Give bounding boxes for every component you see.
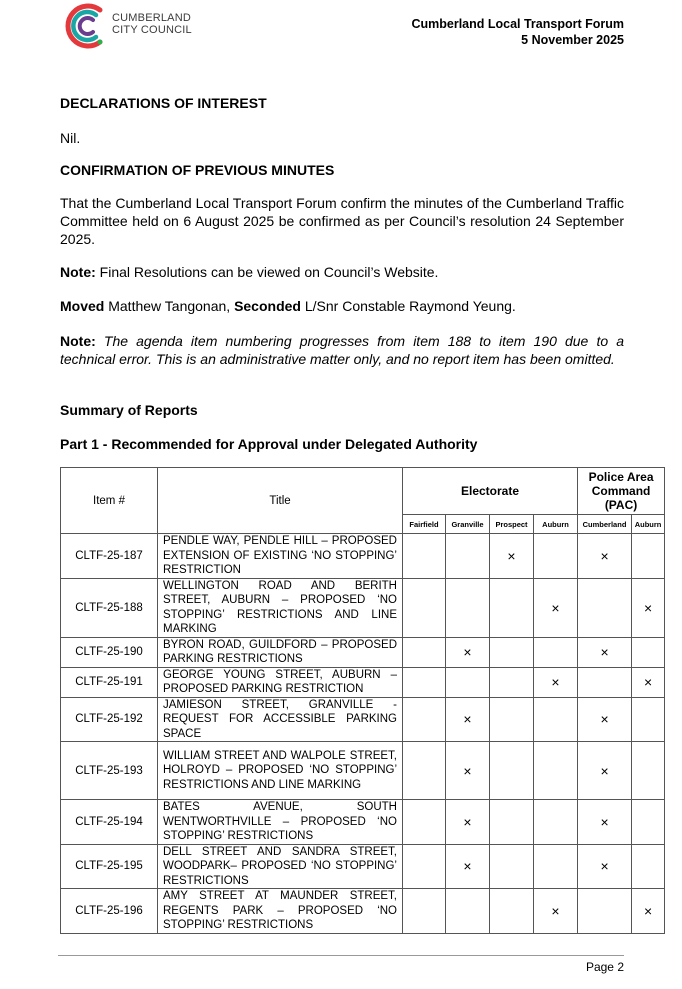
- mark-cell: [632, 534, 665, 579]
- mark-cell: [534, 742, 578, 800]
- col-header-pac: Police Area Command (PAC): [578, 468, 665, 515]
- summary-heading: Summary of Reports: [60, 402, 198, 418]
- declarations-heading: DECLARATIONS OF INTEREST: [60, 95, 267, 111]
- note-website: [60, 263, 624, 281]
- col-header-electorate: Electorate: [403, 468, 578, 515]
- mark-cell: ×: [446, 742, 490, 800]
- mark-cell: [534, 844, 578, 889]
- seconded-text: L/Snr Constable Raymond Yeung.: [300, 298, 516, 314]
- subcol-header: Cumberland: [578, 515, 632, 534]
- item-title: AMY STREET AT MAUNDER STREET, REGENTS PARK – PROPOSED ‘NO STOPPING’ RESTRICTIONS: [158, 889, 403, 934]
- mark-cell: ×: [578, 637, 632, 667]
- col-header-title: Title: [158, 468, 403, 534]
- mark-cell: [403, 889, 446, 934]
- forum-name: Cumberland Local Transport Forum: [411, 17, 624, 31]
- moved-label: Moved: [60, 298, 105, 314]
- item-title: PENDLE WAY, PENDLE HILL – PROPOSED EXTENSION OF EXISTING ‘NO STOPPING’ RESTRICTION: [158, 534, 403, 579]
- item-title: BATES AVENUE, SOUTH WENTWORTHVILLE – PROPOSED ‘NO STOPPING’ RESTRICTIONS: [158, 800, 403, 845]
- mark-cell: [403, 742, 446, 800]
- item-title: DELL STREET AND SANDRA STREET, WOODPARK– PROPOSED ‘NO STOPPING’ RESTRICTIONS: [158, 844, 403, 889]
- mark-cell: ×: [446, 637, 490, 667]
- mark-cell: [632, 742, 665, 800]
- mark-cell: ×: [578, 534, 632, 579]
- table-row: [61, 667, 665, 697]
- mark-cell: ×: [578, 800, 632, 845]
- mark-cell: [632, 844, 665, 889]
- table-row: [61, 578, 665, 637]
- mark-cell: [490, 667, 534, 697]
- item-title: GEORGE YOUNG STREET, AUBURN – PROPOSED PARKING RESTRICTION: [158, 667, 403, 697]
- mark-cell: [534, 534, 578, 579]
- declarations-text: Nil.: [60, 130, 81, 146]
- item-title: WELLINGTON ROAD AND BERITH STREET, AUBURN – PROPOSED ‘NO STOPPING’ RESTRICTIONS AND LINE MARKING: [158, 578, 403, 637]
- table-row: [61, 534, 665, 579]
- table-row: [61, 742, 665, 800]
- mark-cell: [490, 844, 534, 889]
- council-logo-icon: [60, 0, 112, 52]
- note-label: Note:: [60, 333, 96, 349]
- mark-cell: [403, 578, 446, 637]
- mark-cell: [632, 800, 665, 845]
- mark-cell: [578, 889, 632, 934]
- meeting-date: 5 November 2025: [521, 33, 624, 47]
- mark-cell: [490, 742, 534, 800]
- table-row: [61, 889, 665, 934]
- item-number: CLTF-25-195: [61, 844, 158, 889]
- mark-cell: ×: [534, 667, 578, 697]
- seconded-label: Seconded: [234, 298, 301, 314]
- item-number: CLTF-25-193: [61, 742, 158, 800]
- item-number: CLTF-25-191: [61, 667, 158, 697]
- council-name-line2: CITY COUNCIL: [112, 24, 192, 36]
- moved-seconded: [60, 297, 624, 315]
- mark-cell: [490, 637, 534, 667]
- mark-cell: [578, 578, 632, 637]
- note-text: The agenda item numbering progresses from item 188 to item 190 due to a technical error. This is an administrative matter only, and no report item has been omitted.: [60, 333, 625, 367]
- table-row: [61, 800, 665, 845]
- subcol-header: Granville: [446, 515, 490, 534]
- subcol-header: Auburn: [632, 515, 665, 534]
- item-number: CLTF-25-192: [61, 697, 158, 742]
- mark-cell: ×: [632, 889, 665, 934]
- item-number: CLTF-25-187: [61, 534, 158, 579]
- mark-cell: ×: [578, 844, 632, 889]
- footer-divider: [58, 955, 624, 956]
- council-name: [112, 12, 192, 36]
- item-title: WILLIAM STREET AND WALPOLE STREET, HOLROYD – PROPOSED ‘NO STOPPING’ RESTRICTIONS AND LINE MARKING: [158, 742, 403, 800]
- mark-cell: [446, 578, 490, 637]
- mark-cell: ×: [446, 697, 490, 742]
- mark-cell: [490, 578, 534, 637]
- mark-cell: [403, 667, 446, 697]
- mark-cell: [490, 889, 534, 934]
- mark-cell: [403, 697, 446, 742]
- mark-cell: ×: [632, 667, 665, 697]
- col-header-item: Item #: [61, 468, 158, 534]
- mark-cell: ×: [578, 697, 632, 742]
- mark-cell: ×: [446, 844, 490, 889]
- mark-cell: ×: [534, 889, 578, 934]
- mark-cell: [578, 667, 632, 697]
- mark-cell: [403, 844, 446, 889]
- note-numbering: [60, 332, 624, 368]
- confirmation-text: That the Cumberland Local Transport Forum confirm the minutes of the Cumberland Traffic Committee held on 6 August 2025 be confirmed as per Council’s resolution 24 September 2025.: [60, 195, 624, 247]
- mark-cell: ×: [578, 742, 632, 800]
- mark-cell: [403, 800, 446, 845]
- council-logo: [60, 0, 260, 54]
- item-title: JAMIESON STREET, GRANVILLE - REQUEST FOR ACCESSIBLE PARKING SPACE: [158, 697, 403, 742]
- mark-cell: [446, 534, 490, 579]
- subcol-header: Prospect: [490, 515, 534, 534]
- mark-cell: [632, 697, 665, 742]
- mark-cell: [534, 800, 578, 845]
- confirmation-heading: CONFIRMATION OF PREVIOUS MINUTES: [60, 162, 335, 178]
- mark-cell: ×: [490, 534, 534, 579]
- council-name-line1: CUMBERLAND: [112, 12, 192, 24]
- mark-cell: ×: [534, 578, 578, 637]
- mark-cell: ×: [632, 578, 665, 637]
- mark-cell: [446, 889, 490, 934]
- part1-heading: Part 1 - Recommended for Approval under Delegated Authority: [60, 436, 478, 452]
- item-number: CLTF-25-190: [61, 637, 158, 667]
- table-row: [61, 697, 665, 742]
- note-label: Note:: [60, 264, 96, 280]
- subcol-header: Auburn: [534, 515, 578, 534]
- mark-cell: [632, 637, 665, 667]
- mark-cell: ×: [446, 800, 490, 845]
- item-number: CLTF-25-194: [61, 800, 158, 845]
- mark-cell: [534, 697, 578, 742]
- mark-cell: [403, 534, 446, 579]
- subcol-header: Fairfield: [403, 515, 446, 534]
- table-row: [61, 844, 665, 889]
- table-row: [61, 637, 665, 667]
- item-title: BYRON ROAD, GUILDFORD – PROPOSED PARKING RESTRICTIONS: [158, 637, 403, 667]
- item-number: CLTF-25-196: [61, 889, 158, 934]
- moved-text: Matthew Tangonan,: [104, 298, 235, 314]
- mark-cell: [446, 667, 490, 697]
- page-number: Page 2: [585, 960, 624, 974]
- note-text: Final Resolutions can be viewed on Council’s Website.: [95, 264, 439, 280]
- item-number: CLTF-25-188: [61, 578, 158, 637]
- mark-cell: [490, 800, 534, 845]
- mark-cell: [534, 637, 578, 667]
- mark-cell: [490, 697, 534, 742]
- header-meta: [411, 16, 624, 48]
- reports-table: [60, 467, 665, 934]
- mark-cell: [403, 637, 446, 667]
